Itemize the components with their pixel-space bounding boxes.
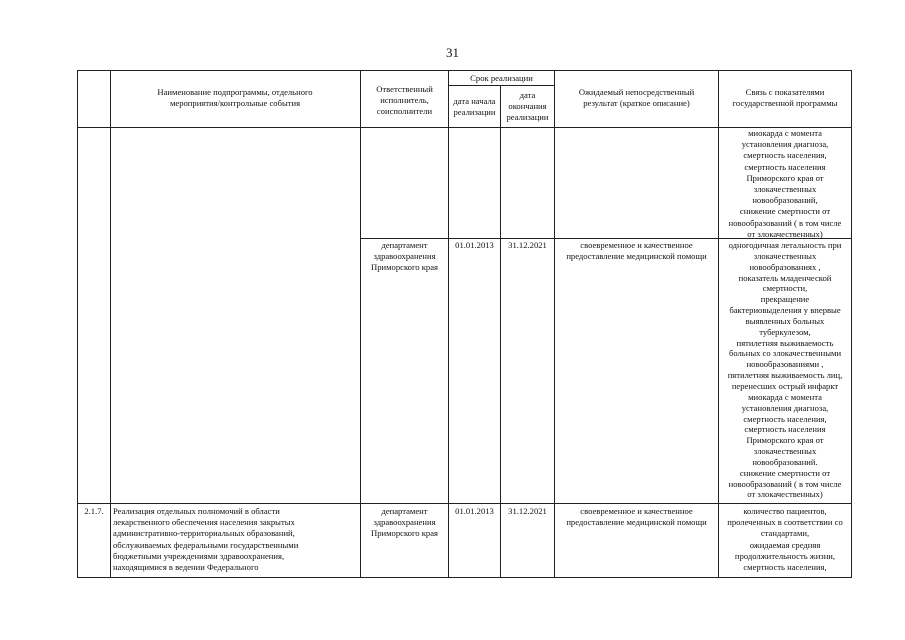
row-b-responsible: [361, 240, 448, 274]
header-line: результат (краткое описание): [583, 98, 690, 109]
cell-line: новообразований,: [752, 195, 818, 206]
cell-line: Приморского края от: [746, 435, 824, 446]
cell-line: больных со злокачественными: [728, 348, 842, 359]
row-c-name: [113, 506, 359, 573]
cell-line: Приморского края: [371, 528, 438, 539]
header-line: дата: [519, 90, 536, 100]
cell-line: количество пациентов,: [743, 506, 827, 516]
cell-line: смертность населения,: [743, 562, 827, 573]
header-line: Ожидаемый непосредственный: [578, 87, 695, 97]
cell-line: от злокачественных): [747, 228, 823, 239]
col-border: [77, 70, 78, 578]
page-number: 31: [446, 45, 459, 60]
cell-line: департамент: [381, 240, 428, 250]
cell-line: миокарда с момента: [748, 128, 822, 138]
cell-line: смертности,: [762, 283, 808, 294]
row-b-end-date: 31.12.2021: [508, 240, 547, 250]
header-name: [112, 87, 358, 109]
row-b-start-date: 01.01.2013: [455, 240, 494, 250]
cell-line: установления диагноза,: [741, 139, 829, 150]
header-line: дата начала: [453, 96, 496, 106]
header-link: [719, 87, 851, 109]
cell-line: пятилетняя выживаемость: [736, 337, 834, 348]
row-a-link: [719, 128, 851, 240]
cell-line: Приморского края: [371, 262, 438, 273]
cell-line: Приморского края от: [746, 172, 824, 183]
cell-line: снижение смертности от: [739, 206, 831, 217]
header-line: окончания: [508, 101, 547, 112]
cell-line: смертность населения,: [743, 150, 827, 161]
row-b-result: [555, 240, 718, 262]
row-b-link: [719, 240, 851, 500]
cell-line: обслуживаемых федеральными государственными: [113, 539, 299, 550]
cell-line: злокачественных: [753, 446, 817, 457]
header-line: реализации: [506, 112, 549, 123]
cell-line: Реализация отдельных полномочий в области: [113, 506, 280, 516]
cell-line: новообразованиями ,: [746, 359, 824, 370]
cell-line: бактериовыделения у впервые: [729, 305, 841, 316]
term-subheader-rule: [448, 85, 554, 86]
header-start-date: [449, 96, 500, 118]
header-line: соисполнители: [376, 106, 433, 117]
cell-line: новообразований ( в том числе: [728, 217, 842, 228]
col-border: [500, 85, 501, 578]
cell-line: находящимися в ведении Федерального: [113, 562, 259, 573]
header-term: Срок реализации: [470, 73, 533, 83]
header-line: Ответственный: [376, 84, 433, 94]
cell-line: миокарда с момента: [748, 391, 822, 402]
row-c-responsible: [361, 506, 448, 540]
cell-line: от злокачественных): [747, 489, 823, 500]
row-c-result: [555, 506, 718, 528]
table-top-border: [77, 70, 852, 71]
row-c-link: [719, 506, 851, 573]
cell-line: снижение смертности от: [739, 467, 831, 478]
cell-line: злокачественных: [753, 250, 817, 261]
col-border: [851, 70, 852, 578]
cell-line: лекарственного обеспечения населения закрытых: [113, 517, 295, 528]
header-responsible: [361, 84, 448, 118]
cell-line: ожидаемая средняя: [749, 539, 821, 550]
cell-line: прекращение: [760, 294, 810, 305]
cell-line: своевременное и качественное: [580, 506, 693, 516]
cell-line: департамент: [381, 506, 428, 516]
cell-line: установления диагноза,: [741, 402, 829, 413]
cell-line: новообразованиях ,: [749, 261, 821, 272]
cell-line: предоставление медицинской помощи: [566, 251, 707, 262]
col-border: [554, 70, 555, 578]
cell-line: смертность населения: [744, 161, 826, 172]
cell-line: своевременное и качественное: [580, 240, 693, 250]
col-border: [360, 70, 361, 578]
row-c-end-date: 31.12.2021: [508, 506, 547, 516]
cell-line: выявленных больных: [745, 315, 825, 326]
header-result: [555, 87, 718, 109]
cell-line: продолжительность жизни,: [734, 550, 836, 561]
cell-line: пролеченных в соответствии со: [727, 517, 843, 528]
cell-line: одногодичная летальность при: [728, 240, 842, 250]
cell-line: бюджетными учреждениями здравоохранения,: [113, 550, 285, 561]
header-line: реализации: [453, 107, 496, 118]
cell-line: смертность населения: [744, 424, 826, 435]
cell-line: предоставление медицинской помощи: [566, 517, 707, 528]
row-c-start-date: 01.01.2013: [455, 506, 494, 516]
header-end-date: [501, 90, 554, 124]
header-line: мероприятия/контрольные события: [169, 98, 301, 109]
cell-line: новообразований ( в том числе: [728, 478, 842, 489]
header-line: исполнитель,: [380, 95, 429, 106]
cell-line: перенесших острый инфаркт: [731, 380, 839, 391]
header-line: государственной программы: [732, 98, 838, 109]
row-c-number: 2.1.7.: [84, 506, 104, 516]
cell-line: смертность населения,: [743, 413, 827, 424]
cell-line: пятилетняя выживаемость лиц,: [727, 370, 843, 381]
row-separator: [77, 503, 852, 504]
cell-line: здравоохранения: [373, 251, 436, 262]
cell-line: новообразований.: [752, 456, 818, 467]
cell-line: туберкулезом,: [759, 326, 811, 337]
cell-line: здравоохранения: [373, 517, 436, 528]
header-line: Наименование подпрограммы, отдельного: [157, 87, 313, 97]
cell-line: показатель младенческой: [738, 272, 832, 283]
col-border: [448, 70, 449, 578]
cell-line: стандартами,: [760, 528, 810, 539]
cell-line: злокачественных: [753, 184, 817, 195]
header-line: Связь с показателями: [745, 87, 825, 97]
cell-line: административно-территориальных образований,: [113, 528, 295, 539]
col-border: [110, 70, 111, 578]
table-bottom-border: [77, 577, 852, 578]
